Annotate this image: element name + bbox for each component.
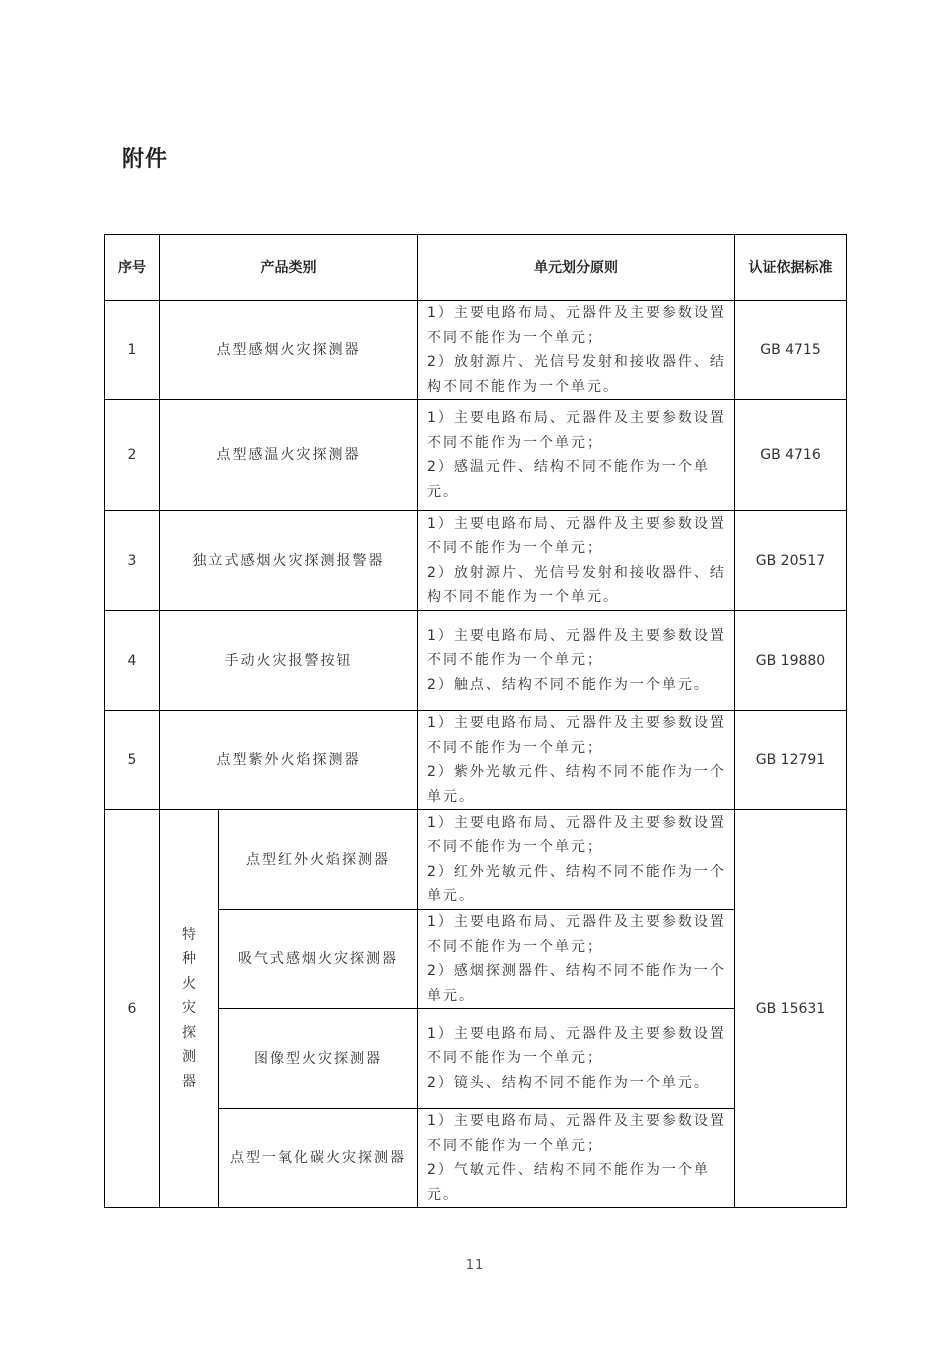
unit-rule <box>418 511 735 611</box>
rule-line: 1）主要电路布局、元器件及主要参数设置不同不能作为一个单元； <box>427 515 726 556</box>
table-row <box>105 400 847 511</box>
rule-line: 1）主要电路布局、元器件及主要参数设置不同不能作为一个单元； <box>427 1025 726 1067</box>
unit-rule <box>418 711 735 810</box>
header-standard: 认证依据标准 <box>735 235 847 301</box>
row-num: 2 <box>105 400 160 511</box>
product-name: 点型感烟火灾探测器 <box>160 301 418 400</box>
rule-line: 1）主要电路布局、元器件及主要参数设置不同不能作为一个单元； <box>427 1113 726 1154</box>
product-name: 手动火灾报警按钮 <box>160 611 418 711</box>
rule-line: 2）气敏元件、结构不同不能作为一个单元。 <box>427 1162 710 1203</box>
product-name: 点型红外火焰探测器 <box>219 810 418 910</box>
unit-rule <box>418 810 735 910</box>
rule-line: 2）镜头、结构不同不能作为一个单元。 <box>427 1074 710 1091</box>
document-heading: 附件 <box>122 147 169 172</box>
unit-rule <box>418 611 735 711</box>
standard-code: GB 19880 <box>735 611 847 711</box>
rule-line: 1）主要电路布局、元器件及主要参数设置不同不能作为一个单元； <box>427 305 726 346</box>
rule-line: 2）放射源片、光信号发射和接收器件、结构不同不能作为一个单元。 <box>427 354 726 395</box>
product-name: 点型紫外火焰探测器 <box>160 711 418 810</box>
rule-line: 2）紫外光敏元件、结构不同不能作为一个单元。 <box>427 764 726 805</box>
rule-line: 1）主要电路布局、元器件及主要参数设置不同不能作为一个单元； <box>427 814 726 855</box>
standard-code: GB 4715 <box>735 301 847 400</box>
standard-code: GB 15631 <box>735 810 847 1208</box>
rule-line: 2）放射源片、光信号发射和接收器件、结构不同不能作为一个单元。 <box>427 564 726 605</box>
unit-rule <box>418 301 735 400</box>
header-num: 序号 <box>105 235 160 301</box>
unit-rule <box>418 1009 735 1109</box>
unit-rule <box>418 400 735 511</box>
rule-line: 2）触点、结构不同不能作为一个单元。 <box>427 676 710 693</box>
rule-line: 1）主要电路布局、元器件及主要参数设置不同不能作为一个单元； <box>427 914 726 955</box>
table-row <box>105 301 847 400</box>
row-num: 5 <box>105 711 160 810</box>
group-label <box>160 810 219 1208</box>
header-category: 产品类别 <box>160 235 418 301</box>
rule-line: 2）感温元件、结构不同不能作为一个单元。 <box>427 459 710 500</box>
group-label-text: 特种火灾探测器 <box>182 926 196 1090</box>
rule-line: 1）主要电路布局、元器件及主要参数设置不同不能作为一个单元； <box>427 627 726 669</box>
row-num: 6 <box>105 810 160 1208</box>
unit-rule <box>418 910 735 1009</box>
standard-code: GB 4716 <box>735 400 847 511</box>
rule-line: 1）主要电路布局、元器件及主要参数设置不同不能作为一个单元； <box>427 715 726 756</box>
product-name: 点型一氧化碳火灾探测器 <box>219 1109 418 1208</box>
table-header-row <box>105 235 847 301</box>
product-name: 点型感温火灾探测器 <box>160 400 418 511</box>
unit-rule <box>418 1109 735 1208</box>
table-row <box>105 810 847 910</box>
rule-line: 2）感烟探测器件、结构不同不能作为一个单元。 <box>427 963 726 1004</box>
product-name: 吸气式感烟火灾探测器 <box>219 910 418 1009</box>
row-num: 4 <box>105 611 160 711</box>
header-rule: 单元划分原则 <box>418 235 735 301</box>
standard-code: GB 20517 <box>735 511 847 611</box>
table-row <box>105 711 847 810</box>
table-row <box>105 511 847 611</box>
row-num: 3 <box>105 511 160 611</box>
product-name: 图像型火灾探测器 <box>219 1009 418 1109</box>
table-row <box>105 611 847 711</box>
standard-code: GB 12791 <box>735 711 847 810</box>
certification-unit-table <box>104 234 847 1208</box>
row-num: 1 <box>105 301 160 400</box>
rule-line: 1）主要电路布局、元器件及主要参数设置不同不能作为一个单元； <box>427 410 726 451</box>
rule-line: 2）红外光敏元件、结构不同不能作为一个单元。 <box>427 863 726 904</box>
product-name: 独立式感烟火灾探测报警器 <box>160 511 418 611</box>
page-number: 11 <box>465 1258 485 1273</box>
